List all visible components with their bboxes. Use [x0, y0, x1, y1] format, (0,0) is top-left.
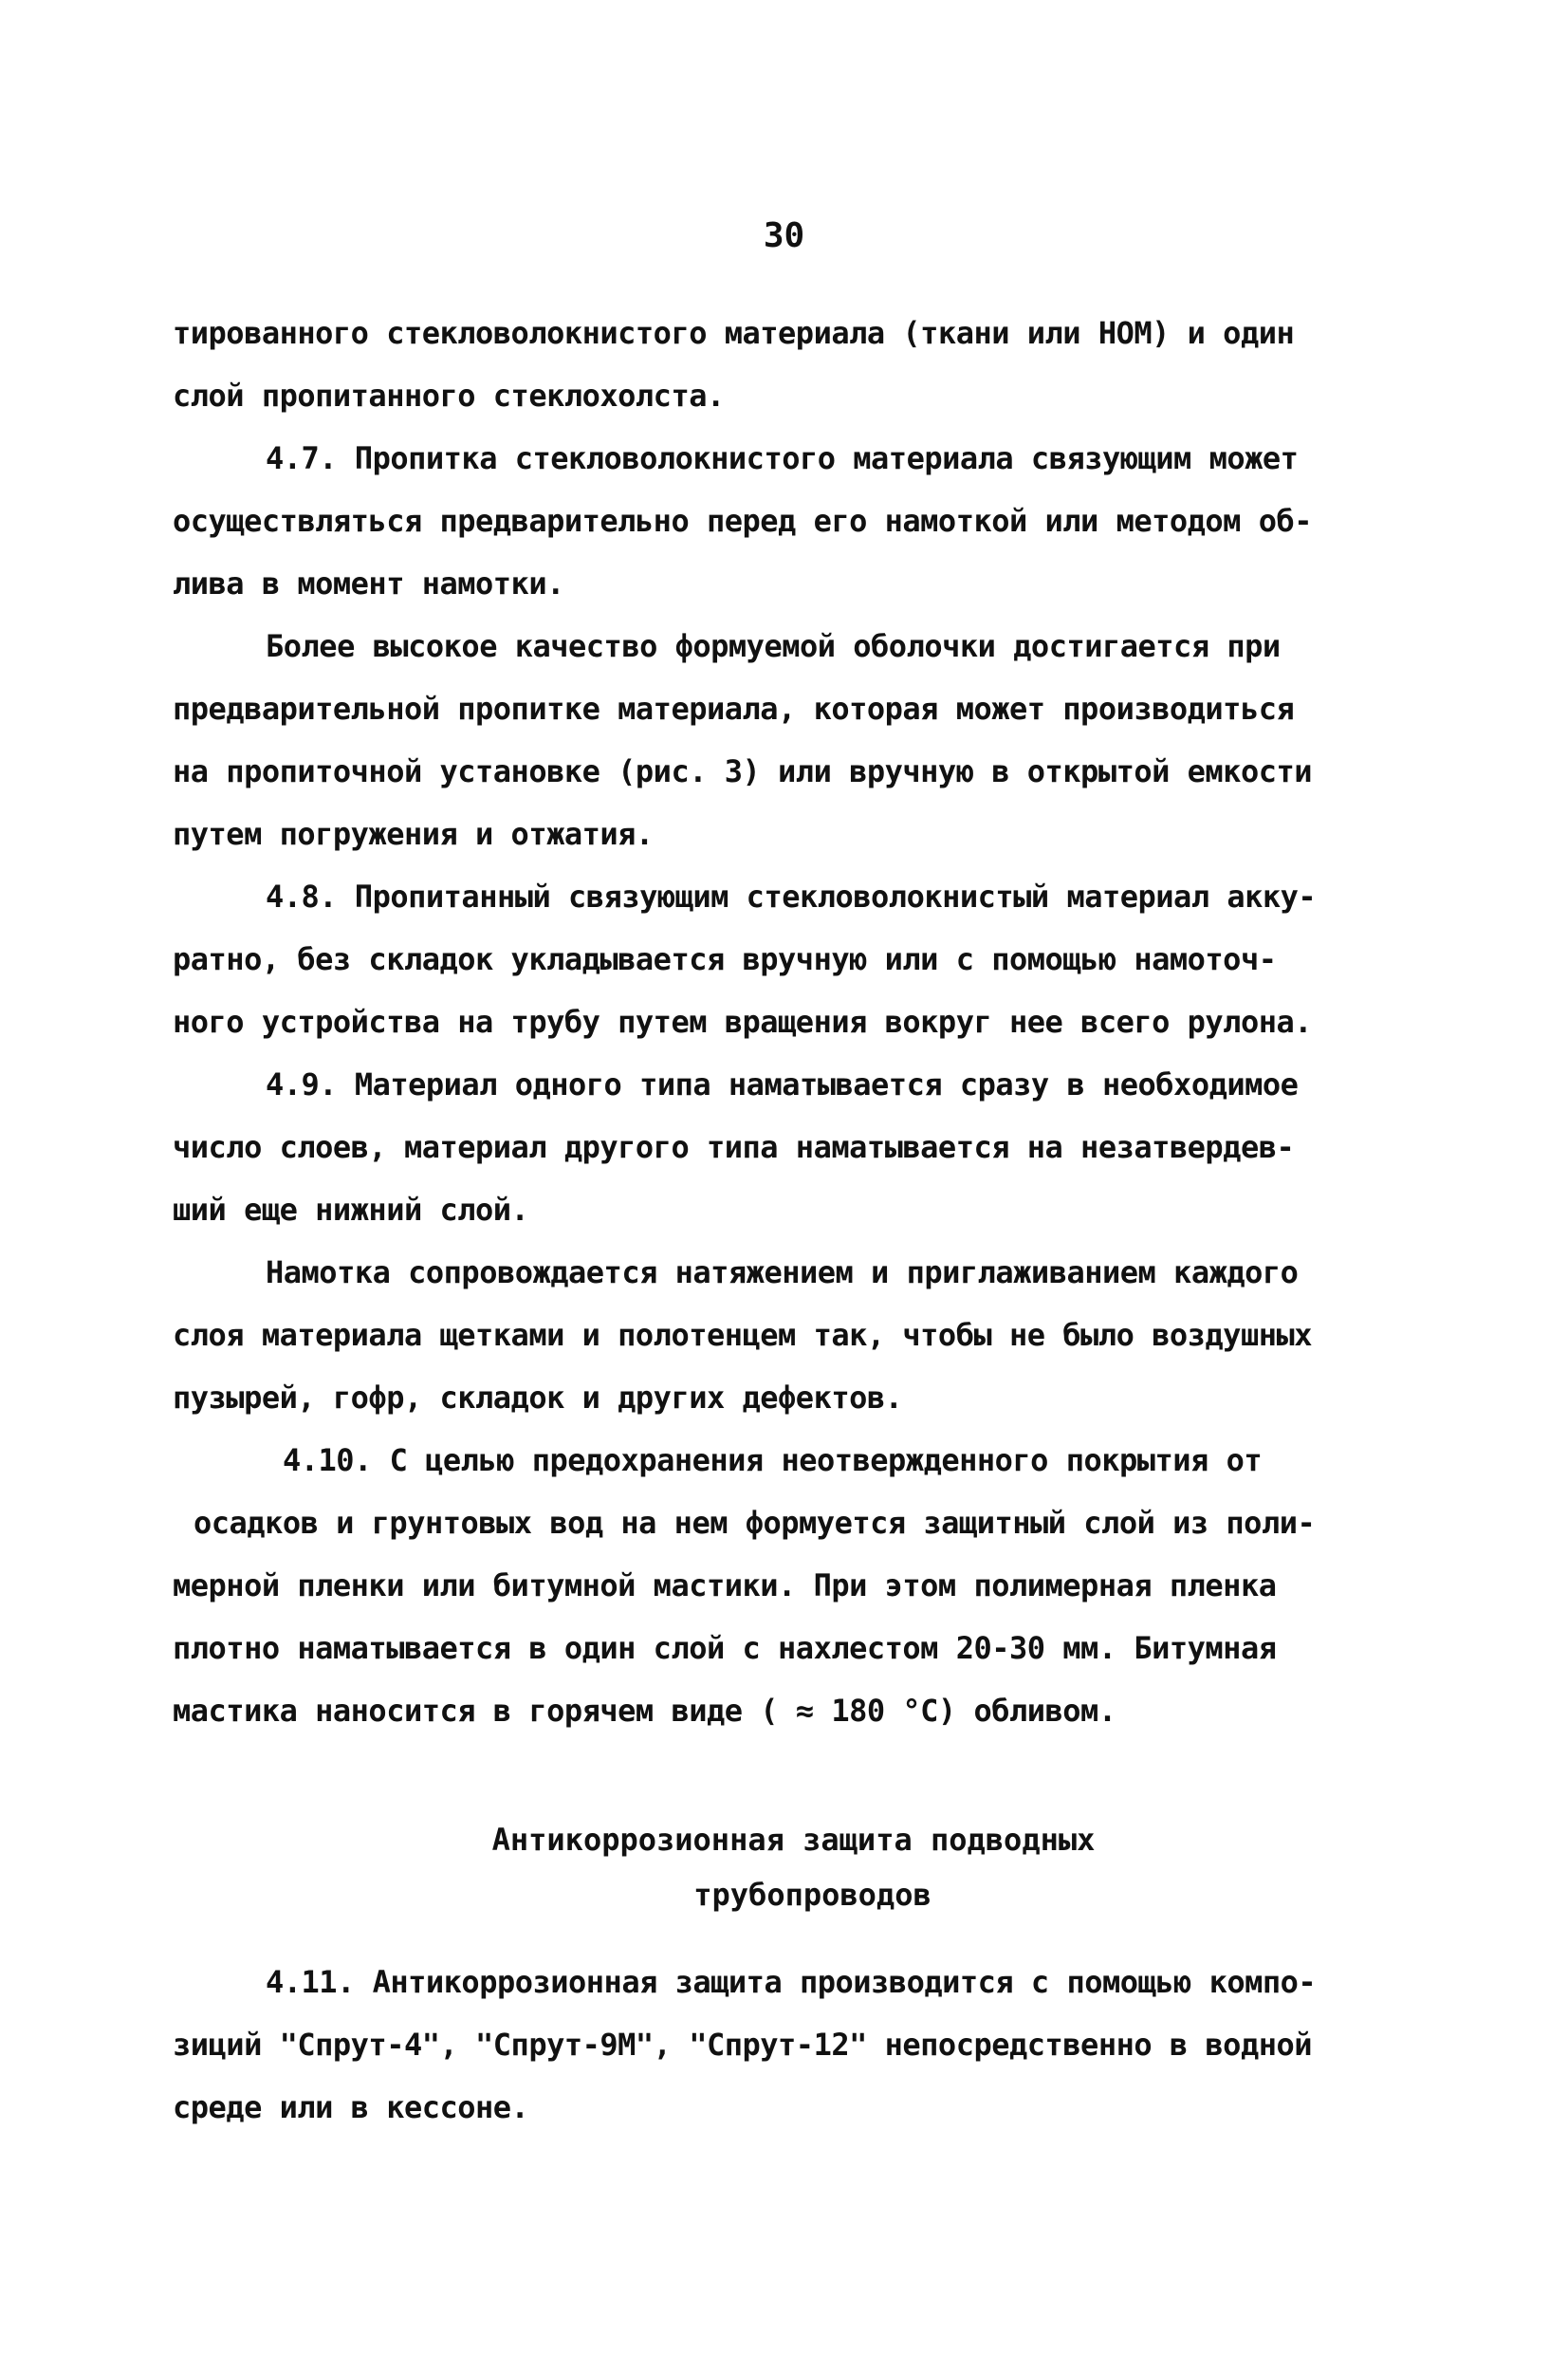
text-line: мерной пленки или битумной мастики. При этом полимерная пленка — [173, 1567, 1277, 1603]
text-line: ший еще нижний слой. — [173, 1192, 529, 1228]
text-line: пузырей, гофр, складок и других дефектов. — [173, 1380, 903, 1416]
text-line: осуществляться предварительно перед его намоткой или методом об- — [173, 503, 1312, 539]
text-line: лива в момент намотки. — [173, 565, 564, 602]
text-line: предварительной пропитке материала, которая может производиться — [173, 691, 1295, 727]
text-line: число слоев, материал другого типа наматывается на незатвердев- — [173, 1129, 1295, 1165]
text-line: среде или в кессоне. — [173, 2089, 529, 2125]
paragraph-4-10: 4.10. С целью предохранения неотвержденного покрытия от — [283, 1442, 1263, 1478]
paragraph-4-11: 4.11. Антикоррозионная защита производится с помощью компо- — [266, 1964, 1317, 2000]
text-line: ратно, без складок укладывается вручную или с помощью намоточ- — [173, 941, 1277, 977]
text-line: плотно наматывается в один слой с нахлестом 20-30 мм. Битумная — [173, 1630, 1277, 1666]
text-line: тированного стекловолокнистого материала (ткани или НОМ) и один — [173, 315, 1295, 351]
page-number: 30 — [763, 216, 805, 255]
paragraph-winding: Намотка сопровождается натяжением и приглаживанием каждого — [266, 1254, 1299, 1290]
text-line: мастика наносится в горячем виде ( ≈ 180 °С) обливом. — [173, 1693, 1116, 1729]
text-line: слой пропитанного стеклохолста. — [173, 378, 725, 414]
body-text-section-2 — [173, 1951, 1406, 2139]
body-text-section-1 — [173, 302, 1406, 1742]
text-line: путем погружения и отжатия. — [173, 816, 654, 852]
text-line: зиций "Спрут-4", "Спрут-9М", "Спрут-12" непосредственно в водной — [173, 2027, 1312, 2063]
text-line: осадков и грунтовых вод на нем формуется защитный слой из поли- — [194, 1505, 1316, 1541]
text-line: на пропиточной установке (рис. 3) или вручную в открытой емкости — [173, 753, 1312, 789]
paragraph-4-9: 4.9. Материал одного типа наматывается сразу в необходимое — [266, 1066, 1299, 1102]
paragraph-4-7: 4.7. Пропитка стекловолокнистого материала связующим может — [266, 440, 1299, 476]
paragraph-quality: Более высокое качество формуемой оболочки достигается при — [266, 628, 1281, 664]
section-heading-line-1: Антикоррозионная защита подводных — [491, 1822, 1096, 1858]
text-line: слоя материала щетками и полотенцем так, чтобы не было воздушных — [173, 1317, 1312, 1353]
section-heading-line-2: трубопроводов — [693, 1877, 932, 1913]
paragraph-4-8: 4.8. Пропитанный связующим стекловолокнистый материал акку- — [266, 879, 1317, 915]
text-line: ного устройства на трубу путем вращения вокруг нее всего рулона. — [173, 1004, 1312, 1040]
